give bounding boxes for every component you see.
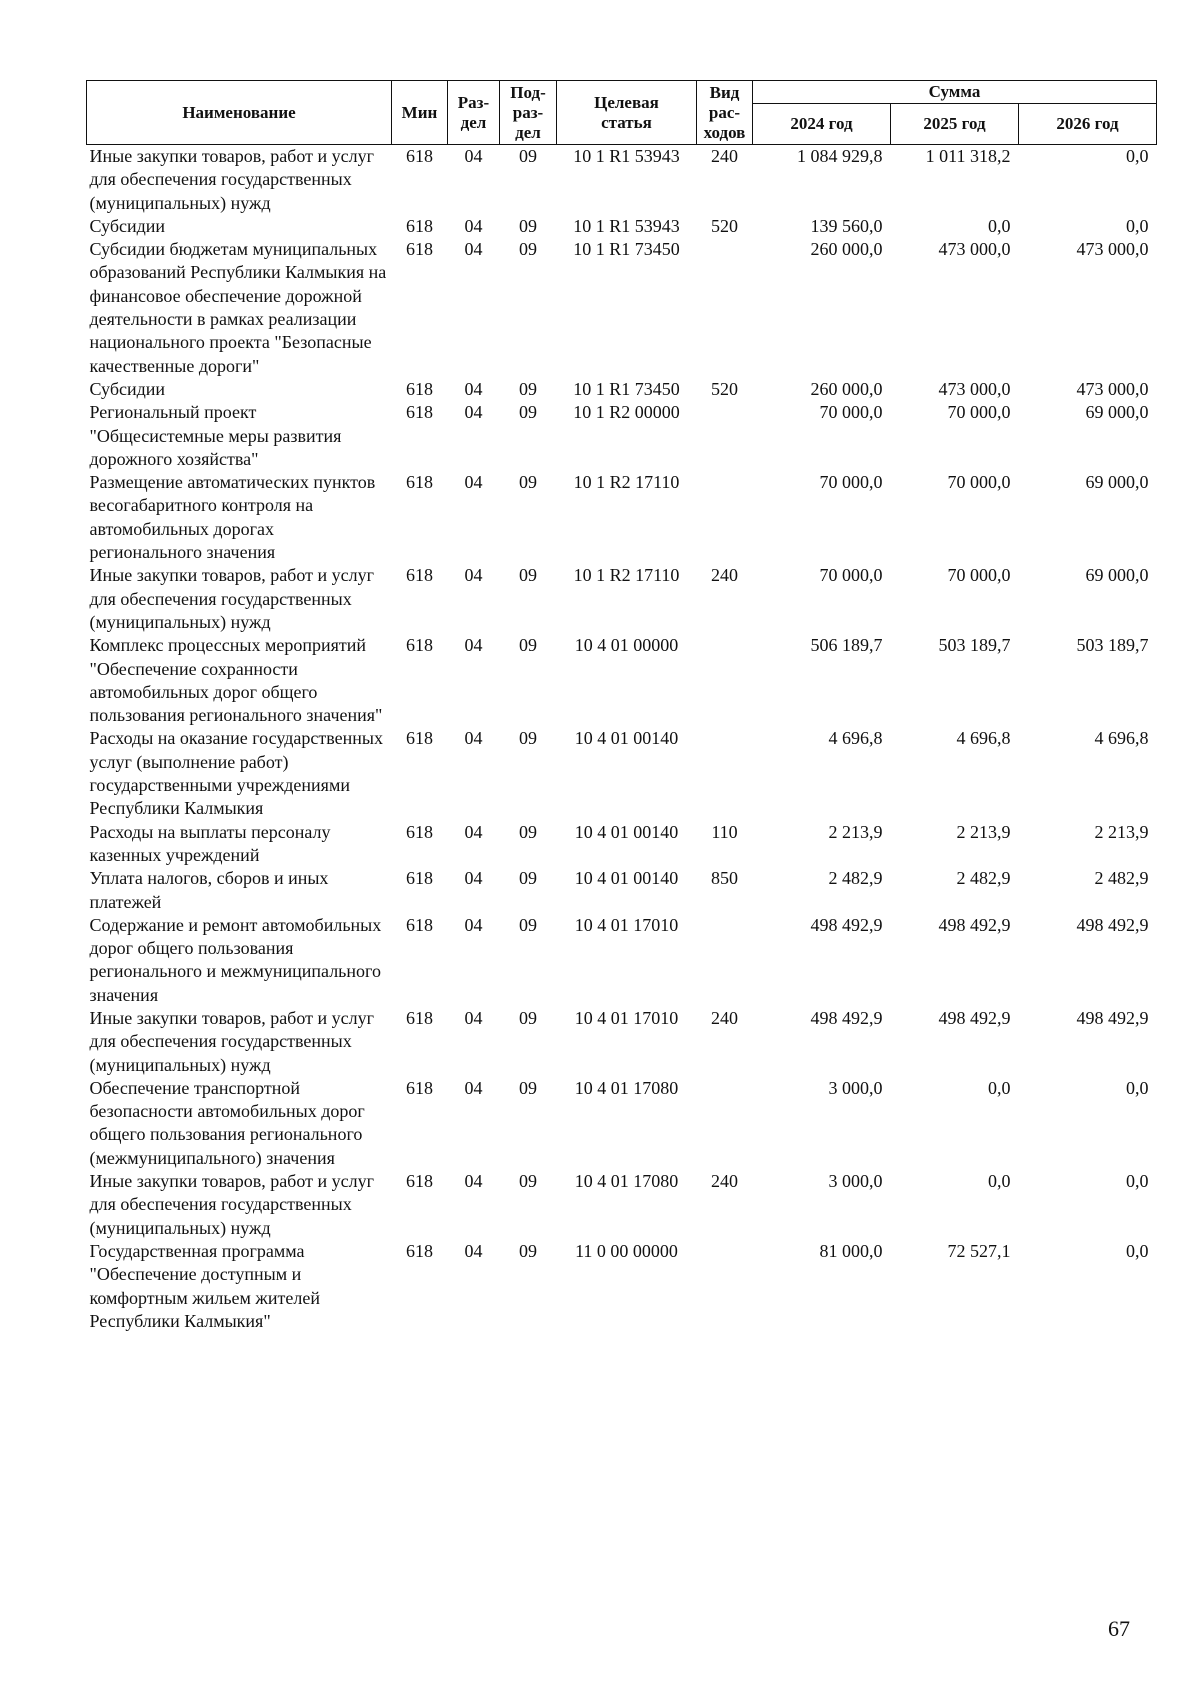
row-celevaya-cell: 10 4 01 00000: [574, 635, 679, 656]
row-2026-amount: 0,0: [1126, 1077, 1149, 1098]
table-row: [87, 727, 1157, 820]
table-header: [87, 81, 1157, 145]
row-vid-cell: 850: [711, 868, 738, 889]
row-podrazdel-cell: 09: [519, 1007, 537, 1028]
row-2025-amount: 2 213,9: [956, 821, 1011, 842]
row-2025-amount: 0,0: [988, 1171, 1011, 1192]
row-vid-cell: [697, 1077, 753, 1170]
row-vid-cell: 520: [711, 378, 738, 399]
row-name-cell: Иные закупки товаров, работ и услуг для обеспечения государственных (муниципальных) нужд: [89, 565, 374, 632]
row-vid-cell: 110: [711, 821, 738, 842]
row-2026-amount: 2 482,9: [1094, 868, 1149, 889]
row-2025-amount: 2 482,9: [956, 868, 1011, 889]
row-min-cell: 618: [406, 1240, 433, 1261]
row-name-cell: Размещение автоматических пунктов весогабаритного контроля на автомобильных дорогах регионального значения: [89, 472, 376, 563]
row-min-cell: 618: [406, 146, 433, 166]
row-podrazdel-cell: 09: [519, 868, 537, 889]
row-2024-amount: 3 000,0: [828, 1171, 883, 1192]
row-name-cell: Комплекс процессных мероприятий "Обеспечение сохранности автомобильных дорог общего пользования регионального значения": [89, 635, 383, 726]
table-row: [87, 238, 1157, 378]
row-podrazdel-cell: 09: [519, 146, 537, 166]
row-celevaya-cell: 10 4 01 00140: [574, 728, 679, 749]
row-name-cell: Субсидии: [89, 215, 166, 236]
table-row: [87, 215, 1157, 238]
row-2026-amount: 473 000,0: [1076, 378, 1149, 399]
row-razdel-cell: 04: [464, 1240, 483, 1261]
row-min-cell: 618: [406, 635, 433, 656]
row-name-cell: Уплата налогов, сборов и иных платежей: [89, 868, 329, 912]
row-razdel-cell: 04: [464, 146, 483, 166]
row-min-cell: 618: [406, 472, 433, 493]
row-celevaya-cell: 10 4 01 17010: [574, 1007, 679, 1028]
row-name-cell: Иные закупки товаров, работ и услуг для обеспечения государственных (муниципальных) нужд: [89, 146, 374, 213]
table-row: [87, 1240, 1157, 1333]
row-2026-amount: 498 492,9: [1076, 1007, 1149, 1028]
row-2024-amount: 260 000,0: [810, 239, 883, 260]
row-2024-amount: 506 189,7: [810, 635, 883, 656]
row-razdel-cell: 04: [464, 635, 483, 656]
header-razdel: Раз- дел: [448, 81, 500, 145]
header-celevaya: Целевая статья: [557, 81, 697, 145]
row-vid-cell: [697, 914, 753, 1007]
row-2025-amount: 473 000,0: [938, 239, 1011, 260]
row-2026-amount: 69 000,0: [1085, 402, 1149, 423]
row-vid-cell: 240: [711, 1171, 738, 1192]
row-razdel-cell: 04: [464, 914, 483, 935]
row-celevaya-cell: 10 1 R1 53943: [573, 215, 680, 236]
row-razdel-cell: 04: [464, 472, 483, 493]
row-2024-amount: 70 000,0: [819, 565, 883, 586]
row-podrazdel-cell: 09: [519, 215, 537, 236]
row-2024-amount: 70 000,0: [819, 402, 883, 423]
row-celevaya-cell: 10 1 R2 17110: [573, 472, 680, 493]
row-2025-amount: 0,0: [988, 1077, 1011, 1098]
row-2024-amount: 2 482,9: [828, 868, 883, 889]
row-celevaya-cell: 10 1 R2 00000: [573, 402, 680, 423]
row-2026-amount: 69 000,0: [1085, 565, 1149, 586]
row-razdel-cell: 04: [464, 378, 483, 399]
row-podrazdel-cell: 09: [519, 565, 537, 586]
row-podrazdel-cell: 09: [519, 821, 537, 842]
row-2024-amount: 81 000,0: [819, 1240, 883, 1261]
row-name-cell: Иные закупки товаров, работ и услуг для обеспечения государственных (муниципальных) нужд: [89, 1171, 374, 1238]
row-2026-amount: 0,0: [1126, 215, 1149, 236]
row-2024-amount: 2 213,9: [828, 821, 883, 842]
row-vid-cell: 240: [711, 146, 738, 166]
row-2024-amount: 260 000,0: [810, 378, 883, 399]
row-razdel-cell: 04: [464, 821, 483, 842]
row-celevaya-cell: 10 4 01 17010: [574, 914, 679, 935]
row-name-cell: Иные закупки товаров, работ и услуг для обеспечения государственных (муниципальных) нужд: [89, 1007, 374, 1075]
row-2026-amount: 0,0: [1126, 1240, 1149, 1261]
row-2026-amount: 69 000,0: [1085, 472, 1149, 493]
row-name-cell: Региональный проект "Общесистемные меры развития дорожного хозяйства": [89, 402, 342, 469]
row-name-cell: Государственная программа "Обеспечение доступным и комфортным жильем жителей Республики Калмыкия": [89, 1240, 320, 1331]
row-2026-amount: 2 213,9: [1094, 821, 1149, 842]
table-row: [87, 914, 1157, 1007]
row-2025-amount: 70 000,0: [947, 472, 1011, 493]
row-vid-cell: [697, 634, 753, 727]
row-razdel-cell: 04: [464, 1007, 483, 1028]
row-min-cell: 618: [406, 1077, 433, 1098]
row-min-cell: 618: [406, 1007, 433, 1028]
row-podrazdel-cell: 09: [519, 1077, 537, 1098]
row-name-cell: Содержание и ремонт автомобильных дорог общего пользования регионального и межмуниципального значения: [89, 914, 382, 1005]
table-row: [87, 1007, 1157, 1077]
row-2025-amount: 498 492,9: [938, 1007, 1011, 1028]
header-year-2026: 2026 год: [1019, 104, 1157, 145]
table-row: [87, 401, 1157, 471]
row-vid-cell: 240: [711, 565, 738, 586]
row-min-cell: 618: [406, 402, 433, 423]
row-razdel-cell: 04: [464, 239, 483, 260]
header-summa: Сумма: [753, 81, 1157, 104]
row-min-cell: 618: [406, 378, 433, 399]
table-row: [87, 867, 1157, 914]
row-podrazdel-cell: 09: [519, 1171, 537, 1192]
row-celevaya-cell: 10 1 R1 73450: [573, 378, 680, 399]
row-razdel-cell: 04: [464, 215, 483, 236]
page-number: 67: [1108, 1616, 1130, 1641]
table-row: [87, 145, 1157, 215]
row-2026-amount: 0,0: [1126, 146, 1149, 166]
row-min-cell: 618: [406, 868, 433, 889]
row-podrazdel-cell: 09: [519, 239, 537, 260]
table-row: [87, 634, 1157, 727]
row-2025-amount: 0,0: [988, 215, 1011, 236]
row-min-cell: 618: [406, 239, 433, 260]
header-podrazdel: Под- раз- дел: [500, 81, 557, 145]
row-podrazdel-cell: 09: [519, 378, 537, 399]
row-min-cell: 618: [406, 565, 433, 586]
row-podrazdel-cell: 09: [519, 728, 537, 749]
row-2025-amount: 503 189,7: [938, 635, 1011, 656]
row-podrazdel-cell: 09: [519, 914, 537, 935]
document-page: [86, 80, 1156, 1333]
table-body: [87, 145, 1157, 1334]
row-vid-cell: [697, 401, 753, 471]
row-vid-cell: 520: [711, 215, 738, 236]
row-2024-amount: 3 000,0: [828, 1077, 883, 1098]
row-name-cell: Обеспечение транспортной безопасности автомобильных дорог общего пользования регионального (межмуниципального) значения: [89, 1077, 365, 1168]
row-vid-cell: [697, 238, 753, 378]
row-name-cell: Расходы на выплаты персоналу казенных учреждений: [89, 821, 331, 865]
row-razdel-cell: 04: [464, 868, 483, 889]
row-celevaya-cell: 11 0 00 00000: [575, 1240, 678, 1261]
row-razdel-cell: 04: [464, 565, 483, 586]
row-podrazdel-cell: 09: [519, 402, 537, 423]
row-2026-amount: 503 189,7: [1076, 635, 1149, 656]
row-name-cell: Расходы на оказание государственных услуг (выполнение работ) государственными учреждениями Республики Калмыкия: [89, 728, 383, 819]
header-vid: Вид рас- ходов: [697, 81, 753, 145]
row-2024-amount: 139 560,0: [810, 215, 883, 236]
row-celevaya-cell: 10 4 01 17080: [574, 1171, 679, 1192]
row-celevaya-cell: 10 1 R1 73450: [573, 239, 680, 260]
row-min-cell: 618: [406, 914, 433, 935]
budget-table: [86, 80, 1157, 1333]
row-razdel-cell: 04: [464, 728, 483, 749]
row-2025-amount: 70 000,0: [947, 402, 1011, 423]
row-vid-cell: 240: [711, 1007, 738, 1028]
row-min-cell: 618: [406, 821, 433, 842]
table-row: [87, 471, 1157, 564]
table-row: [87, 378, 1157, 401]
row-2026-amount: 4 696,8: [1094, 728, 1149, 749]
row-razdel-cell: 04: [464, 1077, 483, 1098]
row-celevaya-cell: 10 1 R1 53943: [573, 146, 680, 166]
row-2026-amount: 0,0: [1126, 1171, 1149, 1192]
row-2025-amount: 1 011 318,2: [925, 146, 1011, 166]
row-min-cell: 618: [406, 1171, 433, 1192]
row-min-cell: 618: [406, 215, 433, 236]
table-row: [87, 1077, 1157, 1170]
row-2025-amount: 70 000,0: [947, 565, 1011, 586]
row-celevaya-cell: 10 1 R2 17110: [573, 565, 680, 586]
row-2025-amount: 72 527,1: [947, 1240, 1011, 1261]
row-2026-amount: 473 000,0: [1076, 239, 1149, 260]
row-vid-cell: [697, 1240, 753, 1333]
row-vid-cell: [697, 471, 753, 564]
header-year-2025: 2025 год: [891, 104, 1019, 145]
row-2025-amount: 498 492,9: [938, 914, 1011, 935]
row-2024-amount: 4 696,8: [828, 728, 883, 749]
row-2024-amount: 1 084 929,8: [797, 146, 883, 166]
row-2026-amount: 498 492,9: [1076, 914, 1149, 935]
row-2025-amount: 4 696,8: [956, 728, 1011, 749]
row-2024-amount: 498 492,9: [810, 914, 883, 935]
row-name-cell: Субсидии бюджетам муниципальных образований Республики Калмыкия на финансовое обеспечение дорожной деятельности в рамках реализации национального проекта "Безопасные качественные дороги": [89, 239, 387, 376]
row-min-cell: 618: [406, 728, 433, 749]
header-min: Мин: [392, 81, 448, 145]
row-podrazdel-cell: 09: [519, 1240, 537, 1261]
header-name: Наименование: [87, 81, 392, 145]
row-celevaya-cell: 10 4 01 00140: [574, 821, 679, 842]
table-row: [87, 821, 1157, 868]
row-razdel-cell: 04: [464, 1171, 483, 1192]
row-razdel-cell: 04: [464, 402, 483, 423]
table-row: [87, 1170, 1157, 1240]
table-row: [87, 564, 1157, 634]
row-podrazdel-cell: 09: [519, 635, 537, 656]
header-year-2024: 2024 год: [753, 104, 891, 145]
row-2025-amount: 473 000,0: [938, 378, 1011, 399]
row-2024-amount: 498 492,9: [810, 1007, 883, 1028]
row-2024-amount: 70 000,0: [819, 472, 883, 493]
row-celevaya-cell: 10 4 01 00140: [574, 868, 679, 889]
row-name-cell: Субсидии: [89, 378, 166, 399]
row-celevaya-cell: 10 4 01 17080: [574, 1077, 679, 1098]
row-vid-cell: [697, 727, 753, 820]
row-podrazdel-cell: 09: [519, 472, 537, 493]
